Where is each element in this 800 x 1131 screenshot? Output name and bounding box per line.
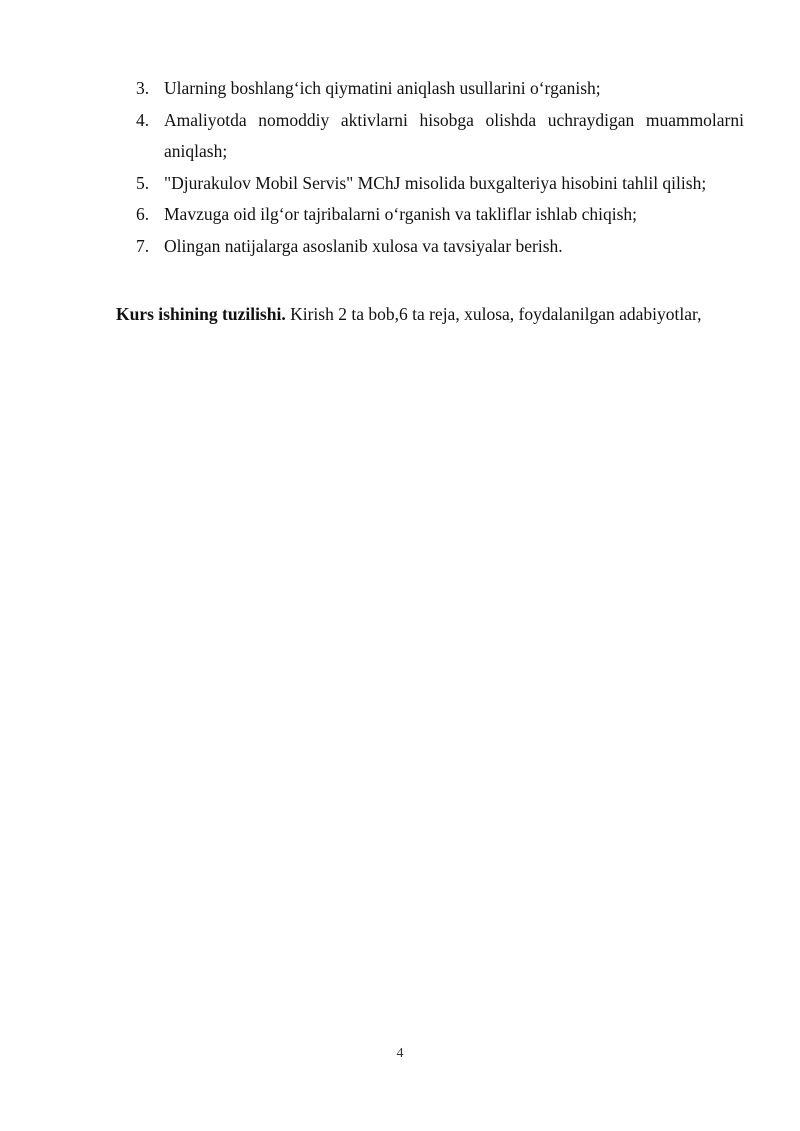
structure-heading: Kurs ishining tuzilishi. [116, 304, 286, 324]
list-item [116, 199, 744, 231]
list-item-number: 3. [136, 78, 150, 98]
list-item-text: Mavzuga oid ilg‘or tajribalarni o‘rganish va takliflar ishlab chiqish; [164, 204, 638, 224]
list-item-number: 5. [136, 172, 150, 193]
list-item [116, 73, 744, 105]
list-item-text: "Djurakulov Mobil Servis" MChJ misolida buxgalteriya hisobini tahlil qilish; [164, 172, 707, 193]
list-item-number: 6. [136, 204, 150, 224]
objectives-list [116, 73, 744, 262]
list-item [116, 105, 744, 168]
list-item-text: Ularning boshlang‘ich qiymatini aniqlash usullarini o‘rganish; [164, 78, 601, 98]
list-item-number: 7. [136, 235, 150, 256]
list-item [116, 168, 744, 200]
list-item-text: Amaliyotda nomoddiy aktivlarni hisobga olishda uchraydigan muammolarni aniqlash; [164, 109, 744, 161]
structure-body: Kirish 2 ta bob,6 ta reja, xulosa, foydalanilgan adabiyotlar, [285, 304, 702, 324]
page-number: 4 [396, 1046, 404, 1061]
structure-paragraph [116, 299, 744, 331]
list-item-number: 4. [136, 109, 150, 130]
list-item [116, 231, 744, 263]
list-item-text: Olingan natijalarga asoslanib xulosa va tavsiyalar berish. [164, 235, 563, 256]
